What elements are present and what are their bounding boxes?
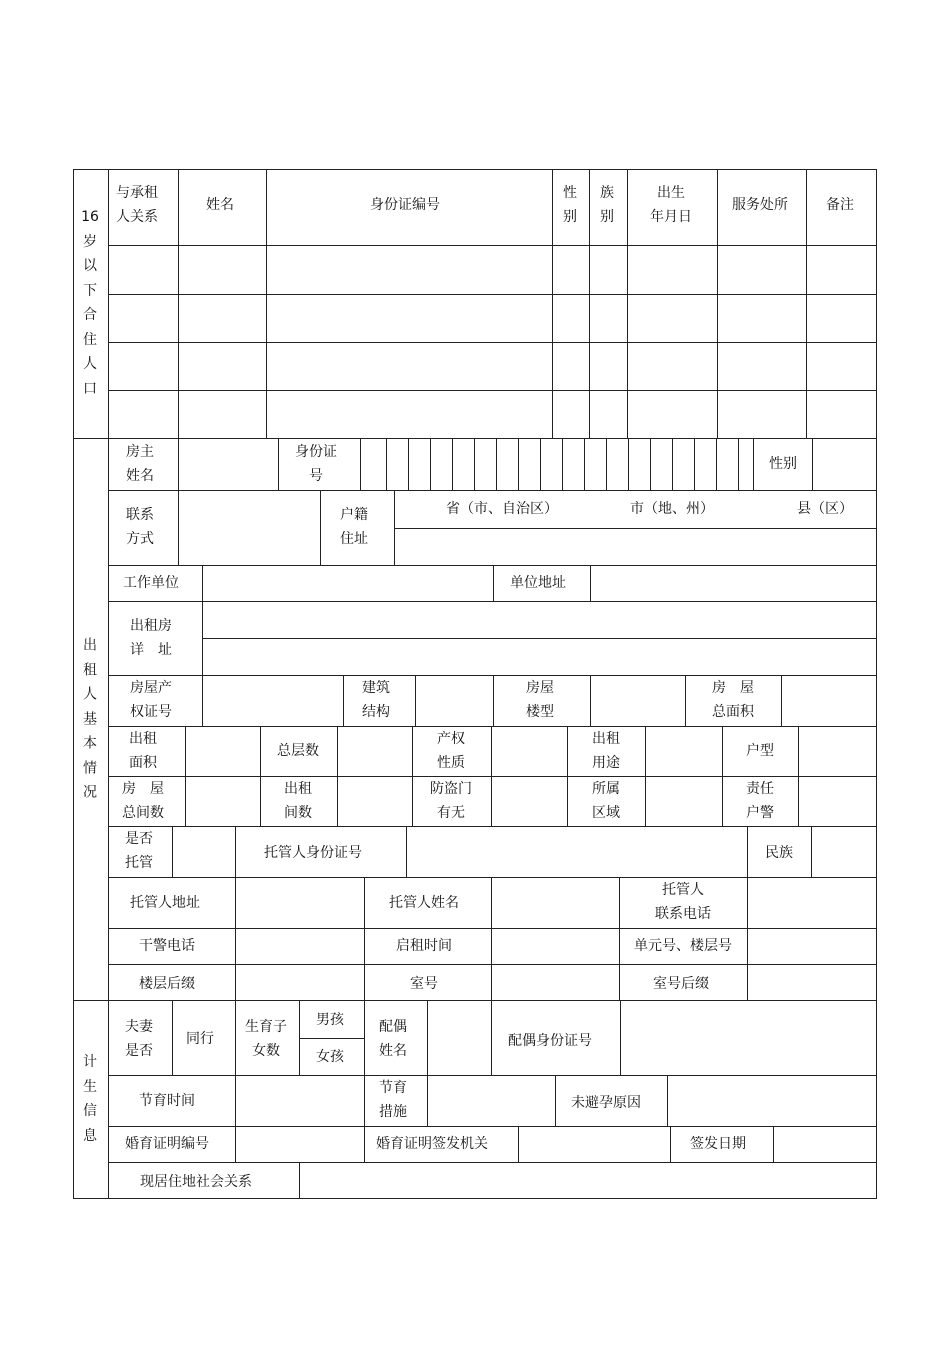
total-area-label: 房 屋 总面积	[712, 680, 754, 720]
section-title-char: 本	[83, 735, 97, 752]
structure-label: 建筑 结构	[362, 680, 390, 720]
children-label: 生育子 女数	[245, 1019, 287, 1059]
grid-line	[108, 1126, 877, 1127]
minor-row-4-cell[interactable]	[718, 391, 806, 438]
header-ethnicity: 族 别	[600, 185, 614, 225]
minor-row-1-cell[interactable]	[718, 246, 806, 294]
contact-label: 联系 方式	[126, 507, 154, 547]
minor-row-2-cell[interactable]	[109, 295, 178, 342]
rental-use-label: 出租 用途	[592, 731, 620, 771]
spouse-name-label: 配偶 姓名	[379, 1019, 407, 1059]
id-digit-box[interactable]	[585, 439, 606, 490]
section-title-char: 息	[83, 1127, 97, 1144]
spouse-name-field[interactable]	[428, 1001, 491, 1075]
no-contraception-reason-field[interactable]	[668, 1076, 876, 1126]
grid-line	[172, 1000, 173, 1076]
minor-row-4-cell[interactable]	[109, 391, 178, 438]
minor-row-2-cell[interactable]	[553, 295, 589, 342]
issue-date-label: 签发日期	[690, 1136, 746, 1152]
id-digit-box[interactable]	[717, 439, 738, 490]
custodian-address-label: 托管人地址	[130, 895, 200, 911]
grid-line	[320, 490, 321, 566]
room-suffix-label: 室号后缀	[653, 976, 709, 992]
rental-use-field[interactable]	[646, 727, 722, 776]
section-title-char: 人	[82, 356, 97, 372]
together-label: 同行	[186, 1031, 214, 1047]
section-title-char: 合	[82, 307, 97, 323]
minors-section-title	[81, 205, 99, 401]
grid-line	[73, 169, 877, 170]
section-title-char: 口	[82, 380, 97, 397]
marriage-cert-issuer-label: 婚育证明签发机关	[376, 1136, 488, 1152]
grid-line	[722, 726, 723, 827]
rental-address-field-1[interactable]	[203, 602, 876, 638]
header-relation: 与承租 人关系	[116, 185, 158, 225]
minor-row-4-cell[interactable]	[590, 391, 627, 438]
grid-line	[73, 1198, 877, 1199]
minor-row-2-cell[interactable]	[807, 295, 876, 342]
spouse-id-label: 配偶身份证号	[508, 1033, 592, 1049]
id-digit-box[interactable]	[607, 439, 628, 490]
structure-field[interactable]	[416, 676, 493, 726]
grid-line	[235, 826, 236, 878]
custodian-phone-label: 托管人 联系电话	[655, 882, 711, 922]
work-unit-field[interactable]	[203, 566, 493, 601]
id-digit-box[interactable]	[387, 439, 408, 490]
minor-row-1-cell[interactable]	[553, 246, 589, 294]
total-rooms-label: 房 屋 总间数	[122, 781, 164, 821]
id-digit-box[interactable]	[453, 439, 474, 490]
work-unit-label: 工作单位	[123, 575, 179, 591]
spouse-id-field[interactable]	[621, 1001, 876, 1075]
minor-row-1-cell[interactable]	[267, 246, 552, 294]
rental-rooms-label: 出租 间数	[284, 781, 312, 821]
grid-line	[619, 877, 620, 1001]
id-digit-box[interactable]	[541, 439, 562, 490]
gender-label: 性别	[769, 456, 797, 472]
grid-line	[260, 726, 261, 827]
grid-line	[343, 675, 344, 727]
police-phone-label: 干警电话	[139, 938, 195, 954]
household-address-detail-field[interactable]	[395, 529, 876, 565]
ownership-field[interactable]	[492, 727, 567, 776]
header-birth-date: 出生 年月日	[650, 185, 692, 225]
rental-start-label: 启租时间	[396, 938, 452, 954]
header-gender: 性 别	[563, 185, 577, 225]
county-label: 县（区）	[797, 501, 853, 517]
total-area-field[interactable]	[782, 676, 876, 726]
minor-row-3-cell[interactable]	[807, 343, 876, 390]
layout-field[interactable]	[799, 727, 876, 776]
minor-row-4-cell[interactable]	[553, 391, 589, 438]
minor-row-3-cell[interactable]	[590, 343, 627, 390]
header-remarks: 备注	[826, 197, 854, 213]
total-floors-field[interactable]	[338, 727, 412, 776]
police-label: 责任 户警	[746, 781, 774, 821]
id-digit-box[interactable]	[651, 439, 672, 490]
custodian-phone-field[interactable]	[748, 878, 876, 928]
marriage-cert-no-label: 婚育证明编号	[125, 1136, 209, 1152]
total-floors-label: 总层数	[277, 743, 319, 759]
owner-name-label: 房主 姓名	[126, 444, 154, 484]
building-type-label: 房屋 楼型	[526, 680, 554, 720]
section-title-char: 出	[83, 637, 97, 654]
grid-line	[753, 438, 754, 491]
minor-row-1-cell[interactable]	[109, 246, 178, 294]
grid-line	[412, 726, 413, 827]
id-digit-box[interactable]	[739, 439, 753, 490]
grid-line	[299, 1038, 365, 1039]
contraception-time-label: 节育时间	[139, 1093, 195, 1109]
minor-row-3-cell[interactable]	[179, 343, 266, 390]
rental-start-field[interactable]	[492, 929, 619, 964]
police-phone-field[interactable]	[236, 929, 364, 964]
id-digit-box[interactable]	[361, 439, 386, 490]
grid-line	[278, 438, 279, 491]
unit-address-label: 单位地址	[510, 575, 566, 591]
section-title-char: 基	[83, 710, 97, 727]
minor-row-3-cell[interactable]	[267, 343, 552, 390]
grid-line	[555, 1075, 556, 1127]
rental-address-field-2[interactable]	[203, 639, 876, 675]
custodian-name-label: 托管人姓名	[389, 895, 459, 911]
marriage-cert-issuer-field[interactable]	[519, 1127, 670, 1162]
room-no-field[interactable]	[492, 965, 619, 1000]
section-title-char: 岁	[82, 233, 97, 250]
minor-row-1-cell[interactable]	[590, 246, 627, 294]
section-title-char: 计	[83, 1054, 97, 1070]
minor-row-2-cell[interactable]	[590, 295, 627, 342]
grid-line	[364, 1075, 365, 1127]
property-cert-field[interactable]	[203, 676, 343, 726]
contraception-method-field[interactable]	[428, 1076, 555, 1126]
unit-floor-label: 单元号、楼层号	[634, 938, 732, 954]
grid-line	[685, 675, 686, 727]
rental-area-label: 出租 面积	[129, 731, 157, 771]
floor-suffix-field[interactable]	[236, 965, 364, 1000]
minor-row-3-cell[interactable]	[553, 343, 589, 390]
header-name: 姓名	[206, 197, 234, 213]
minor-row-4-cell[interactable]	[267, 391, 552, 438]
landlord-section-title	[83, 633, 97, 805]
section-title-char: 租	[83, 661, 97, 678]
header-workplace: 服务处所	[732, 197, 788, 213]
minor-row-2-cell[interactable]	[179, 295, 266, 342]
id-digit-box[interactable]	[431, 439, 452, 490]
unit-floor-field[interactable]	[748, 929, 876, 964]
district-label: 所属 区域	[592, 781, 620, 821]
district-field[interactable]	[646, 777, 722, 826]
family-planning-section-title	[83, 1050, 97, 1148]
grid-line	[567, 726, 568, 827]
section-title-char: 信	[83, 1103, 97, 1119]
minor-row-4-cell[interactable]	[179, 391, 266, 438]
boys-label: 男孩	[316, 1012, 344, 1028]
custodian-name-field[interactable]	[492, 878, 619, 928]
contraception-time-field[interactable]	[236, 1076, 364, 1126]
property-cert-label: 房屋产 权证号	[130, 680, 172, 720]
section-title-char: 住	[82, 331, 97, 348]
contraception-method-label: 节育 措施	[379, 1080, 407, 1120]
rental-area-field[interactable]	[186, 727, 260, 776]
minor-row-3-cell[interactable]	[628, 343, 717, 390]
no-contraception-reason-label: 未避孕原因	[571, 1095, 641, 1111]
grid-line	[364, 1126, 365, 1163]
id-digit-box[interactable]	[519, 439, 540, 490]
section-title-char: 生	[83, 1078, 97, 1095]
city-label: 市（地、州）	[630, 501, 714, 517]
security-door-label: 防盗门 有无	[430, 781, 472, 821]
building-type-field[interactable]	[591, 676, 685, 726]
grid-line	[493, 565, 494, 602]
section-title-char: 以	[82, 258, 97, 274]
grid-line	[747, 826, 748, 878]
minor-row-2-cell[interactable]	[718, 295, 806, 342]
section-title-char: 16	[81, 209, 99, 225]
id-digit-box[interactable]	[629, 439, 650, 490]
id-digit-box[interactable]	[563, 439, 584, 490]
id-digit-box[interactable]	[409, 439, 430, 490]
minor-row-1-cell[interactable]	[628, 246, 717, 294]
province-label: 省（市、自治区）	[446, 501, 558, 517]
couple-label: 夫妻 是否	[125, 1019, 153, 1059]
minor-row-3-cell[interactable]	[718, 343, 806, 390]
custodian-id-field[interactable]	[407, 827, 747, 877]
id-digit-box[interactable]	[475, 439, 496, 490]
contact-field[interactable]	[179, 491, 320, 565]
custodian-id-label: 托管人身份证号	[264, 845, 362, 861]
minor-row-4-cell[interactable]	[628, 391, 717, 438]
police-field[interactable]	[799, 777, 876, 826]
grid-line	[235, 1000, 236, 1076]
grid-line	[493, 675, 494, 727]
section-title-char: 情	[83, 759, 97, 776]
section-title-char: 况	[83, 784, 97, 801]
minor-row-2-cell[interactable]	[267, 295, 552, 342]
ethnicity-label: 民族	[765, 845, 793, 861]
social-relation-label: 现居住地社会关系	[140, 1174, 252, 1190]
minor-row-1-cell[interactable]	[807, 246, 876, 294]
rental-rooms-field[interactable]	[338, 777, 412, 826]
header-id-number: 身份证编号	[370, 197, 440, 213]
rental-address-label: 出租房 详 址	[130, 618, 172, 658]
unit-address-field[interactable]	[591, 566, 876, 601]
id-digit-box[interactable]	[673, 439, 694, 490]
section-title-char: 下	[82, 282, 97, 299]
grid-line	[670, 1126, 671, 1163]
layout-label: 户型	[746, 743, 774, 759]
grid-line	[491, 1000, 492, 1076]
household-address-label: 户籍 住址	[340, 507, 368, 547]
owner-name-field[interactable]	[179, 439, 278, 490]
minor-row-3-cell[interactable]	[109, 343, 178, 390]
custodian-address-field[interactable]	[236, 878, 364, 928]
minor-row-2-cell[interactable]	[628, 295, 717, 342]
total-rooms-field[interactable]	[186, 777, 260, 826]
minor-row-4-cell[interactable]	[807, 391, 876, 438]
grid-line	[876, 169, 877, 1199]
id-digit-box[interactable]	[695, 439, 716, 490]
security-door-field[interactable]	[492, 777, 567, 826]
ethnicity-field[interactable]	[812, 827, 876, 877]
marriage-cert-no-field[interactable]	[236, 1127, 364, 1162]
issue-date-field[interactable]	[774, 1127, 876, 1162]
custody-field[interactable]	[173, 827, 235, 877]
social-relation-field[interactable]	[300, 1163, 876, 1198]
grid-line	[73, 169, 74, 1199]
custody-label: 是否 托管	[125, 831, 153, 871]
room-no-label: 室号	[410, 976, 438, 992]
owner-id-label: 身份证 号	[295, 444, 337, 484]
girls-label: 女孩	[316, 1049, 344, 1065]
section-title-char: 人	[83, 686, 97, 703]
grid-line	[364, 877, 365, 1001]
gender-field[interactable]	[813, 439, 876, 490]
ownership-label: 产权 性质	[437, 731, 465, 771]
room-suffix-field[interactable]	[748, 965, 876, 1000]
floor-suffix-label: 楼层后缀	[139, 976, 195, 992]
id-digit-box[interactable]	[497, 439, 518, 490]
minor-row-1-cell[interactable]	[179, 246, 266, 294]
